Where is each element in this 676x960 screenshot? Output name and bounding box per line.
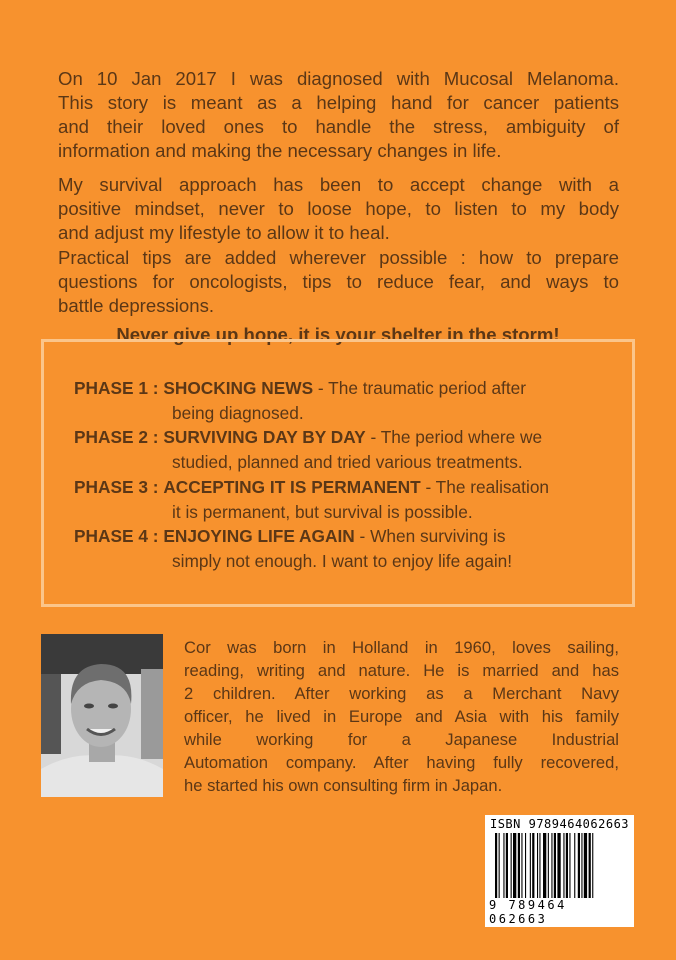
phase-desc: - The period where we (365, 427, 543, 447)
phase-label: PHASE 1 : (74, 378, 159, 398)
text-line: My survival approach has been to accept change with a (58, 174, 619, 195)
phase-desc-cont: simply not enough. I want to enjoy life again! (172, 550, 513, 571)
text-line: On 10 Jan 2017 I was diagnosed with Mucosal Melanoma. (58, 68, 619, 89)
bio-line: while working for a Japanese Industrial (184, 730, 619, 749)
bio-line: reading, writing and nature. He is married and has (184, 661, 619, 680)
phase-4 (74, 524, 512, 573)
phase-desc: - The traumatic period after (313, 378, 527, 398)
author-photo (41, 634, 163, 797)
isbn-digits: 9 789464 062663 (489, 898, 634, 926)
phase-desc-cont: it is permanent, but survival is possible. (172, 501, 473, 522)
phase-label: PHASE 4 : (74, 526, 159, 546)
phase-title: SHOCKING NEWS (163, 378, 314, 398)
phase-desc: - The realisation (420, 477, 550, 497)
phase-label: PHASE 3 : (74, 477, 159, 497)
bio-line: he started his own consulting firm in Japan. (184, 776, 503, 795)
phase-label: PHASE 2 : (74, 427, 159, 447)
isbn-barcode (485, 815, 634, 927)
bio-line: Cor was born in Holland in 1960, loves sailing, (184, 638, 619, 657)
intro-paragraph-1 (58, 67, 619, 163)
text-line: and their loved ones to handle the stress, ambiguity of (58, 116, 619, 137)
phase-title: ENJOYING LIFE AGAIN (163, 526, 355, 546)
text-line: Practical tips are added wherever possible : how to prepare (58, 247, 619, 268)
phase-2 (74, 425, 542, 474)
motto: Never give up hope, it is your shelter in the storm! (116, 324, 560, 345)
intro-paragraph-2 (58, 173, 619, 245)
text-line: questions for oncologists, tips to reduce fear, and ways to (58, 271, 619, 292)
bio-line: Automation company. After having fully recovered, (184, 753, 619, 772)
phase-title: ACCEPTING IT IS PERMANENT (163, 477, 421, 497)
isbn-label: ISBN 9789464062663 (489, 817, 630, 831)
text-line: positive mindset, never to loose hope, to listen to my body (58, 198, 619, 219)
text-line: information and making the necessary changes in life. (58, 140, 502, 161)
phase-1 (74, 376, 526, 425)
bio-line: 2 children. After working as a Merchant Navy (184, 684, 619, 703)
text-line: This story is meant as a helping hand for cancer patients (58, 92, 619, 113)
author-bio (184, 636, 619, 797)
phase-title: SURVIVING DAY BY DAY (163, 427, 366, 447)
phase-desc: - When surviving is (354, 526, 506, 546)
bio-line: officer, he lived in Europe and Asia with his family (184, 707, 619, 726)
phase-desc-cont: being diagnosed. (172, 402, 304, 423)
text-line: and adjust my lifestyle to allow it to heal. (58, 222, 390, 243)
text-line: battle depressions. (58, 295, 215, 316)
phase-3 (74, 475, 549, 524)
intro-paragraph-3 (58, 246, 619, 318)
phase-desc-cont: studied, planned and tried various treatments. (172, 451, 523, 472)
